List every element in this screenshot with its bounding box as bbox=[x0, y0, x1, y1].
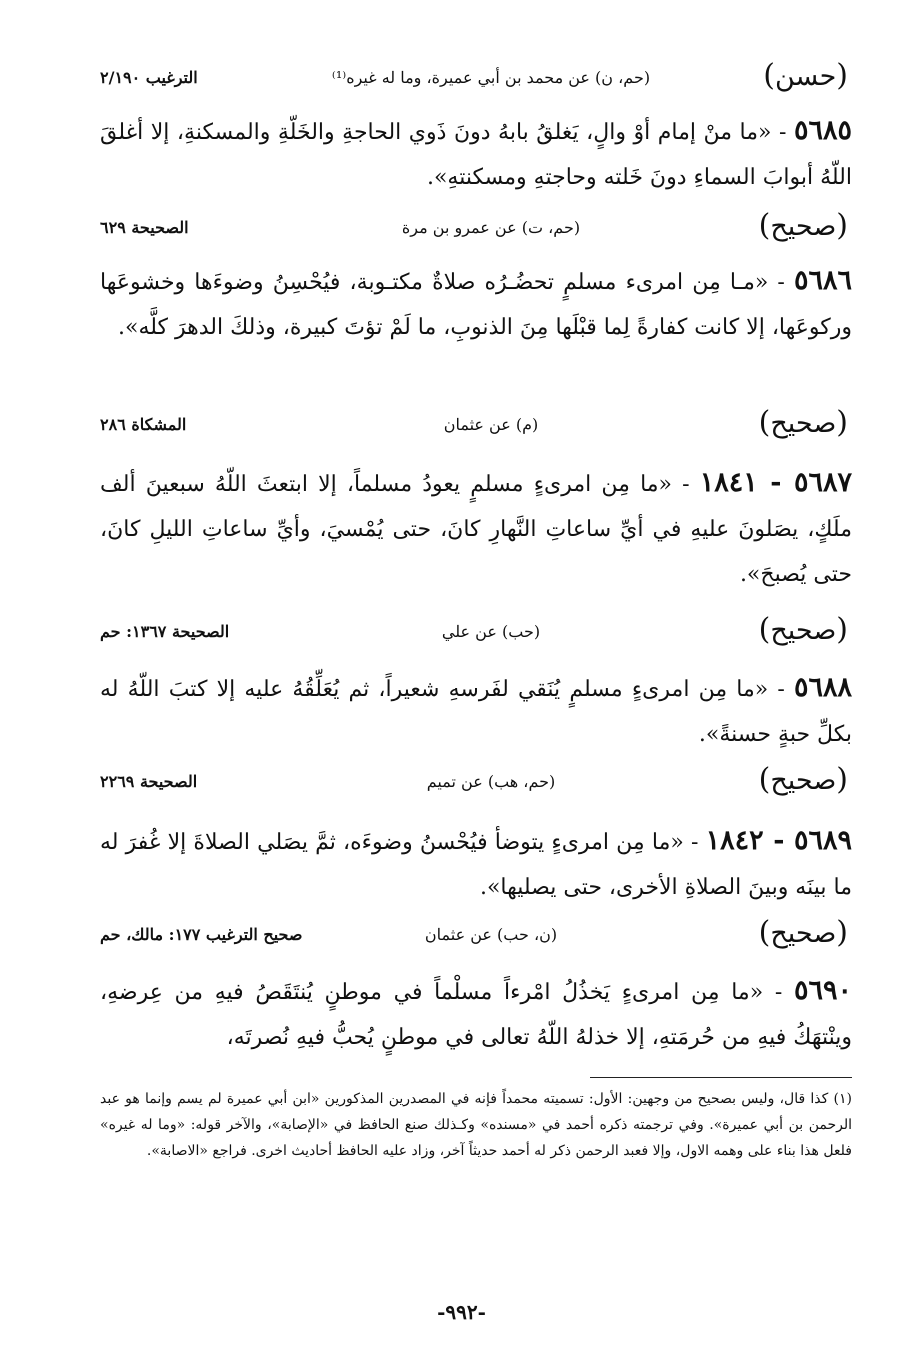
grade-badge: (صحيح) bbox=[758, 612, 848, 647]
entry-meta bbox=[100, 405, 852, 445]
hadith-text: ٥٦٨٦ - «مـا مِن امرىء مسلمٍ تحضُـرُه صلاةٌ مكتـوبة، فيُحْسِنُ وضوءَها وخشوعَها وركوعَها، إلا كانت كفارةً لِما قبْلَها مِنَ الذنوبِ، ما لَمْ تؤتَ كبيرة، وذلكَ الدهرَ كلَّه». bbox=[100, 265, 852, 340]
hadith-body: «ما مِن امرىءٍ مسلمٍ يُنَقي لفَرسهِ شعيراً، ثم يُعَلِّقُهُ عليه إلا كتبَ اللّهُ له بكلِّ حبةٍ حسنةً». bbox=[100, 677, 852, 747]
hadith-reference: المشكاة ٢٨٦ bbox=[100, 415, 187, 434]
hadith-source: (م) عن عثمان bbox=[443, 415, 539, 434]
hadith-reference: الصحيحة ٦٢٩ bbox=[100, 218, 189, 237]
hadith-source: (حم، ن) عن محمد بن أبي عميرة، وما له غيره⁽¹⁾ bbox=[331, 68, 651, 87]
footnote-divider bbox=[590, 1077, 852, 1078]
entry-meta bbox=[100, 208, 852, 248]
grade-badge: (صحيح) bbox=[758, 915, 848, 950]
grade-badge: (حسن) bbox=[763, 58, 848, 93]
hadith-body: «ما مِن امرىءٍ يَخذُلُ امْرءاً مسلْماً في موطنٍ يُنتَقَصُ فيهِ من عِرضهِ، وينْتهَكُ فيهِ من حُرمَتهِ، إلا خذلهُ اللّهُ تعالى في موطنٍ يُحبُّ فيهِ نُصرتَه، bbox=[100, 980, 852, 1050]
entry-meta bbox=[100, 762, 852, 802]
hadith-source: (حم، هب) عن تميم bbox=[426, 772, 556, 791]
footnote: (١) كذا قال، وليس بصحيح من وجهين: الأول: تسميته محمداً فإنه في المصدرين المذكورين «ابن أبي عميرة لم يسم وإنما هو عبد الرحمن بن أبي عميرة». وفي ترجمته ذكره أحمد في «مسنده» وكـذلك صنع الحافظ في «الإصابة»، والآخر قوله: «وما له غيره» فلعل هذا بناء على وهمه الاول، وإلا فعبد الرحمن ذكر له أحمد حديثاً آخر، وزاد عليه الحافظ أحاديث اخرى. فراجع «الاصابة». bbox=[100, 1091, 852, 1159]
entry-meta bbox=[100, 58, 852, 98]
hadith-reference: الصحيحة ١٣٦٧: حم bbox=[100, 622, 230, 641]
hadith-source: (حم، ت) عن عمرو بن مرة bbox=[401, 218, 581, 237]
hadith-reference: الترغيب ٢/١٩٠ bbox=[100, 68, 198, 87]
hadith-number: ٥٦٨٨ bbox=[793, 672, 852, 703]
hadith-body: «ما مِن امرىءٍ مسلمٍ يعودُ مسلماً، إلا ابتعثَ اللّهُ سبعينَ ألف ملَكٍ، يصَلونَ عليهِ في أيِّ ساعاتِ النَّهارِ كانَ، حتى يُمْسيَ، وأيِّ ساعاتِ الليلِ كانَ، حتى يُصبحَ». bbox=[100, 472, 852, 587]
grade-badge: (صحيح) bbox=[758, 762, 848, 797]
entry-meta bbox=[100, 612, 852, 652]
hadith-number: ٥٦٨٦ bbox=[793, 265, 852, 296]
hadith-reference: صحيح الترغيب ١٧٧: مالك، حم bbox=[100, 925, 303, 944]
hadith-reference: الصحيحة ٢٢٦٩ bbox=[100, 772, 198, 791]
grade-badge: (صحيح) bbox=[758, 208, 848, 243]
hadith-source: (حب) عن علي bbox=[441, 622, 541, 641]
hadith-source: (ن، حب) عن عثمان bbox=[424, 925, 558, 944]
hadith-body: «ما منْ إمام أوْ والٍ، يَغلقُ بابهُ دونَ ذَوي الحاجةِ والخَلّةِ والمسكنةِ، إلا أغلقَ اللّهُ أبوابَ السماءِ دونَ خَلته وحاجتهِ ومسكنتهِ». bbox=[100, 120, 852, 190]
hadith-number: ٥٦٨٩ - ١٨٤٢ bbox=[705, 825, 852, 856]
hadith-text: ٥٦٨٥ - «ما منْ إمام أوْ والٍ، يَغلقُ بابهُ دونَ ذَوي الحاجةِ والخَلّةِ والمسكنةِ، إلا أغلقَ اللّهُ أبوابَ السماءِ دونَ خَلته وحاجتهِ ومسكنتهِ». bbox=[100, 115, 852, 190]
hadith-text: ٥٦٨٧ - ١٨٤١ - «ما مِن امرىءٍ مسلمٍ يعودُ مسلماً، إلا ابتعثَ اللّهُ سبعينَ ألف ملَكٍ، يصَلونَ عليهِ في أيِّ ساعاتِ النَّهارِ كانَ، حتى يُمْسيَ، وأيِّ ساعاتِ الليلِ كانَ، حتى يُصبحَ». bbox=[100, 467, 852, 587]
hadith-text: ٥٦٨٩ - ١٨٤٢ - «ما مِن امرىءٍ يتوضأ فيُحْسنُ وضوءَه، ثمَّ يصَلي الصلاةَ إلا غُفرَ له ما بينَه وبينَ الصلاةِ الأخرى، حتى يصليها». bbox=[100, 825, 852, 900]
hadith-body: «مـا مِن امرىء مسلمٍ تحضُـرُه صلاةٌ مكتـوبة، فيُحْسِنُ وضوءَها وخشوعَها وركوعَها، إلا كانت كفارةً لِما قبْلَها مِنَ الذنوبِ، ما لَمْ تؤتَ كبيرة، وذلكَ الدهرَ كلَّه». bbox=[100, 270, 852, 340]
entry-meta bbox=[100, 915, 852, 955]
hadith-text: ٥٦٨٨ - «ما مِن امرىءٍ مسلمٍ يُنَقي لفَرسهِ شعيراً، ثم يُعَلِّقُهُ عليه إلا كتبَ اللّهُ له بكلِّ حبةٍ حسنةً». bbox=[100, 672, 852, 747]
grade-badge: (صحيح) bbox=[758, 405, 848, 440]
hadith-number: ٥٦٨٥ bbox=[793, 115, 852, 146]
hadith-text: ٥٦٩٠ - «ما مِن امرىءٍ يَخذُلُ امْرءاً مسلْماً في موطنٍ يُنتَقَصُ فيهِ من عِرضهِ، وينْتهَكُ فيهِ من حُرمَتهِ، إلا خذلهُ اللّهُ تعالى في موطنٍ يُحبُّ فيهِ نُصرتَه، bbox=[100, 975, 852, 1050]
hadith-body: «ما مِن امرىءٍ يتوضأ فيُحْسنُ وضوءَه، ثمَّ يصَلي الصلاةَ إلا غُفرَ له ما بينَه وبينَ الصلاةِ الأخرى، حتى يصليها». bbox=[100, 830, 852, 900]
hadith-number: ٥٦٨٧ - ١٨٤١ bbox=[699, 467, 852, 498]
hadith-number: ٥٦٩٠ bbox=[793, 975, 852, 1006]
page-number: -٩٩٢- bbox=[437, 1300, 486, 1324]
